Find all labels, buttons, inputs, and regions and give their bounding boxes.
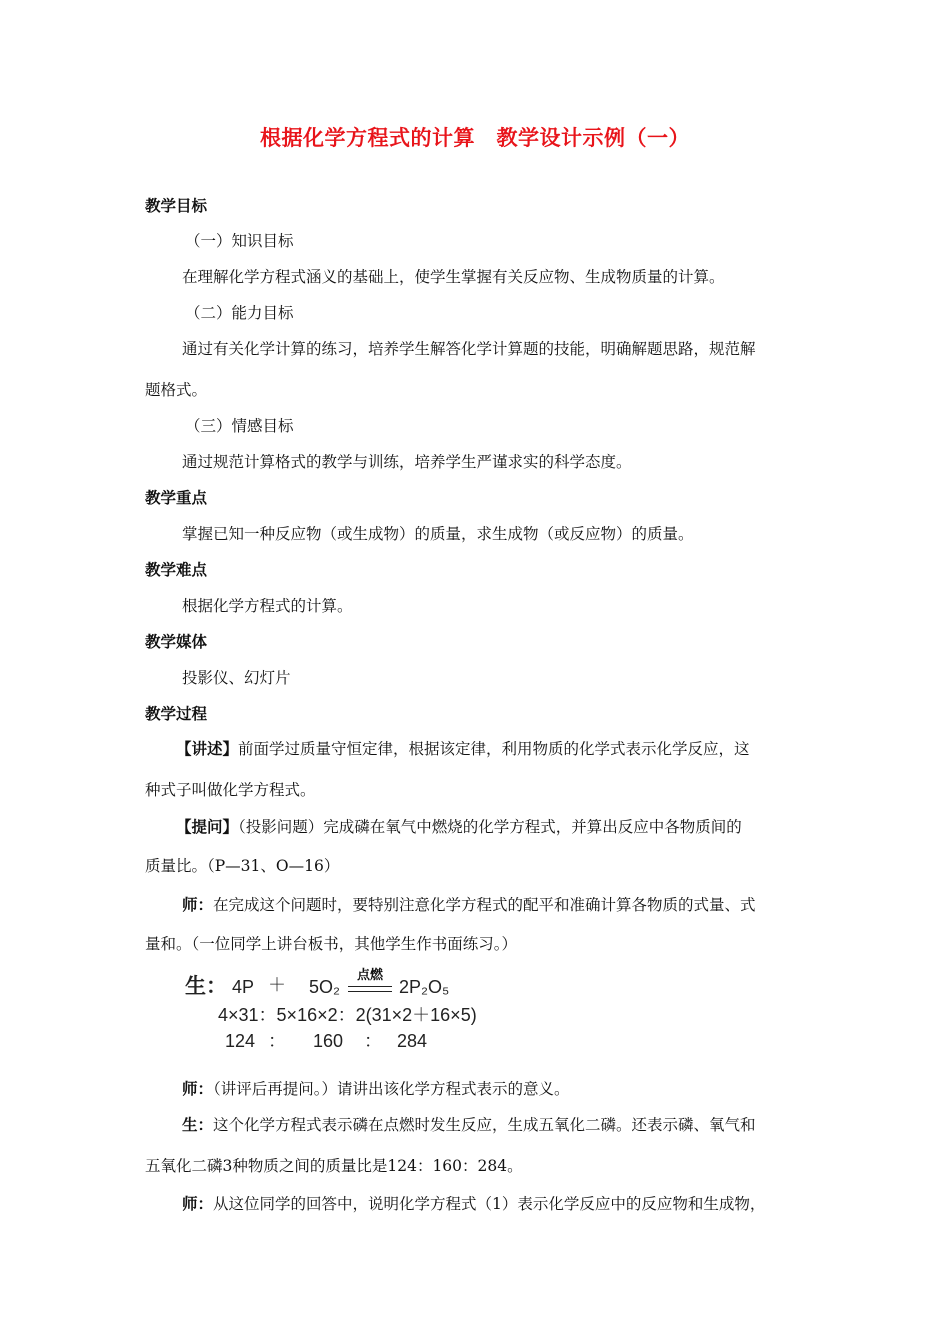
section-heading-focus: 教学重点: [145, 489, 208, 507]
plus-sign: ＋: [268, 975, 286, 995]
lecture-paragraph: [176, 742, 750, 758]
teacher-paragraph-1: [182, 898, 756, 914]
section-heading-process: 教学过程: [145, 705, 208, 723]
equal-bar-bottom: [348, 991, 392, 992]
media-text: 投影仪、幻灯片: [182, 669, 291, 687]
ability-goal-label: （二）能力目标: [185, 304, 294, 322]
emotion-goal-text: 通过规范计算格式的教学与训练，培养学生严谨求实的科学态度。: [182, 453, 632, 471]
question-paragraph: [176, 820, 742, 836]
question-text-2: 质量比。（P—31、O—16）: [145, 857, 340, 875]
teacher-text-3: （讲评后再提问。）请讲出该化学方程式表示的意义。: [213, 1080, 570, 1098]
teacher-text-2: 量和。（一位同学上讲台板书，其他学生作书面练习。）: [145, 935, 518, 953]
student-text-2: 五氧化二磷3种物质之间的质量比是124：160：284。: [145, 1157, 523, 1175]
teacher-paragraph-3: [182, 1197, 765, 1213]
mass-ratio-phosphorus: 124: [225, 1031, 256, 1051]
question-tag: 【提问】: [176, 818, 239, 836]
page-title: 根据化学方程式的计算 教学设计示例（一）: [260, 126, 690, 150]
teacher-tag: 师：: [182, 896, 214, 914]
teacher-tag: 师：: [182, 1080, 214, 1098]
student-text-1: 这个化学方程式表示磷在点燃时发生反应，生成五氧化二磷。还表示磷、氧气和: [213, 1116, 756, 1134]
student-tag: 生：: [185, 974, 227, 998]
difficulty-text: 根据化学方程式的计算。: [182, 597, 353, 615]
teacher-text-1: 在完成这个问题时，要特别注意化学方程式的配平和准确计算各物质的式量、式: [213, 896, 756, 914]
reaction-condition: 点燃: [356, 968, 383, 983]
mass-calculation-row: 4×31：5×16×2：2(31×2＋16×5): [218, 1005, 477, 1025]
teacher-paragraph-2: [182, 1082, 570, 1098]
reactant-phosphorus: 4P: [232, 977, 255, 997]
mass-ratio-oxygen: 160: [313, 1031, 344, 1051]
focus-text: 掌握已知一种反应物（或生成物）的质量，求生成物（或反应物）的质量。: [182, 525, 694, 543]
reactant-oxygen: 5O₂: [309, 977, 340, 997]
section-heading-goals: 教学目标: [145, 197, 208, 215]
teacher-text-4: 从这位同学的回答中，说明化学方程式（1）表示化学反应中的反应物和生成物，: [213, 1195, 766, 1213]
ability-goal-text-2: 题格式。: [145, 381, 208, 399]
equal-bar-top: [348, 986, 392, 987]
ratio-separator-1: ：: [268, 1031, 286, 1051]
lecture-text-1: 前面学过质量守恒定律，根据该定律，利用物质的化学式表示化学反应，这: [238, 740, 750, 758]
student-paragraph: [182, 1118, 756, 1134]
teacher-tag: 师：: [182, 1195, 214, 1213]
ratio-separator-2: ：: [364, 1031, 382, 1051]
knowledge-goal-label: （一）知识目标: [185, 232, 294, 250]
section-heading-difficulty: 教学难点: [145, 561, 208, 579]
lecture-tag: 【讲述】: [176, 740, 239, 758]
mass-ratio-product: 284: [397, 1031, 428, 1051]
knowledge-goal-text: 在理解化学方程式涵义的基础上，使学生掌握有关反应物、生成物质量的计算。: [182, 268, 725, 286]
student-answer-tag: 生：: [182, 1116, 214, 1134]
question-text-1: （投影问题）完成磷在氧气中燃烧的化学方程式，并算出反应中各物质间的: [238, 818, 742, 836]
lecture-text-2: 种式子叫做化学方程式。: [145, 781, 316, 799]
ability-goal-text-1: 通过有关化学计算的练习，培养学生解答化学计算题的技能，明确解题思路，规范解: [182, 340, 756, 358]
product-phosphorus-pentoxide: 2P₂O₅: [399, 977, 450, 997]
section-heading-media: 教学媒体: [145, 633, 208, 651]
emotion-goal-label: （三）情感目标: [185, 417, 294, 435]
